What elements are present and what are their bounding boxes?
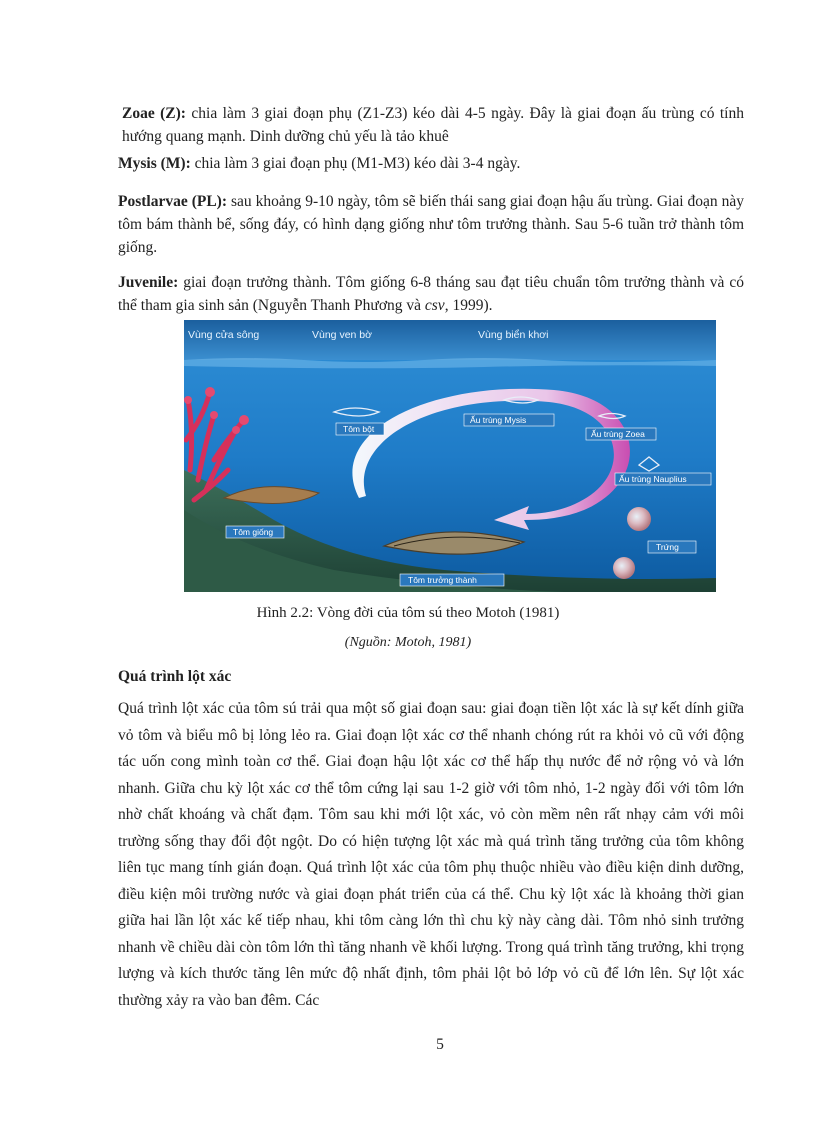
paragraph-zoae — [118, 102, 744, 148]
stage-label-trung: Trứng — [656, 542, 679, 552]
paragraph-postlarvae — [118, 190, 744, 259]
text-mysis: chia làm 3 giai đoạn phụ (M1-M3) kéo dài 3-4 ngày. — [190, 155, 521, 172]
text-juvenile-2: , 1999). — [444, 297, 493, 314]
zone-label-estuary: Vùng cửa sông — [188, 329, 260, 341]
shrimp-lifecycle-figure — [184, 320, 716, 592]
paragraph-juvenile — [118, 271, 744, 317]
lifecycle-illustration — [184, 320, 716, 592]
text-juvenile-1: giai đoạn trưởng thành. Tôm giống 6-8 tháng sau đạt tiêu chuẩn tôm trưởng thành và có thể tham gia sinh sản (Nguyễn Thanh Phương và — [118, 274, 744, 314]
stage-label-zoea: Ấu trùng Zoea — [591, 429, 645, 439]
surface-band — [184, 320, 716, 360]
term-mysis: Mysis (M): — [118, 155, 191, 172]
section-body: Quá trình lột xác của tôm sú trải qua một số giai đoạn sau: giai đoạn tiền lột xác là sự kết dính giữa vỏ tôm và biểu mô bị lỏng lẻo ra. Giai đoạn lột xác cơ thể nhanh chóng rút ra khỏi vỏ cũ với động tác uốn cong mình toàn cơ thể. Giai đoạn hậu lột xác cơ thể hấp thụ nước để nở rộng vỏ và lớn nhanh. Giữa chu kỳ lột xác cơ thể tôm cứng lại sau 1-2 giờ với tôm nhỏ, 1-2 ngày đối với tôm lớn nhờ chất khoáng và chất đạm. Tôm sau khi mới lột xác, vỏ còn mềm nên rất nhạy cảm với môi trường sống thay đổi đột ngột. Do có hiện tượng lột xác mà quá trình tăng trưởng của tôm không liên tục mang tính gián đoạn. Quá trình lột xác của tôm phụ thuộc nhiều vào điều kiện dinh dưỡng, điều kiện môi trường nước và giai đoạn phát triển của cá thể. Chu kỳ lột xác là khoảng thời gian giữa hai lần lột xác kế tiếp nhau, khi tôm càng lớn thì chu kỳ này càng dài. Tôm nhỏ sinh trưởng nhanh về chiều dài còn tôm lớn thì tăng nhanh về khối lượng. Trong quá trình tăng trưởng, khi trọng lượng và kích thước tăng lên mức độ nhất định, tôm phải lột bỏ lớp vỏ cũ để lớn lên. Sự lột xác thường xảy ra vào ban đêm. Các — [118, 700, 744, 1009]
page-number: 5 — [436, 1036, 444, 1053]
term-postlarvae: Postlarvae (PL): — [118, 193, 228, 210]
zone-label-offshore: Vùng biển khơi — [478, 329, 549, 341]
text-postlarvae: sau khoảng 9-10 ngày, tôm sẽ biến thái sang giai đoạn hậu ấu trùng. Giai đoạn này tôm bám thành bể, sống đáy, có hình dạng giống như tôm trưởng thành. Sau 5-6 tuần trở thành tôm giống. — [118, 193, 744, 256]
stage-label-tom-truong-thanh: Tôm trưởng thành — [408, 575, 477, 585]
figure-source: (Nguồn: Motoh, 1981) — [344, 635, 472, 650]
stage-label-nauplius: Ấu trùng Nauplius — [619, 474, 687, 484]
text-zoae: chia làm 3 giai đoạn phụ (Z1-Z3) kéo dài 4-5 ngày. Đây là giai đoạn ấu trùng có tính hướng quang mạnh. Dinh dưỡng chủ yếu là tảo khuê — [122, 105, 744, 145]
term-zoae: Zoae (Z): — [122, 105, 186, 122]
paragraph-mysis — [118, 152, 744, 175]
section-heading: Quá trình lột xác — [118, 668, 232, 685]
stage-label-tom-bot: Tôm bột — [343, 424, 375, 434]
stage-label-tom-giong: Tôm giống — [233, 527, 274, 537]
term-juvenile: Juvenile: — [118, 274, 179, 291]
figure-caption: Hình 2.2: Vòng đời của tôm sú theo Motoh (1981) — [256, 605, 560, 621]
text-juvenile-italic: csv — [424, 297, 445, 314]
zone-label-nearshore: Vùng ven bờ — [312, 329, 373, 341]
stage-label-mysis: Ấu trùng Mysis — [470, 415, 527, 425]
